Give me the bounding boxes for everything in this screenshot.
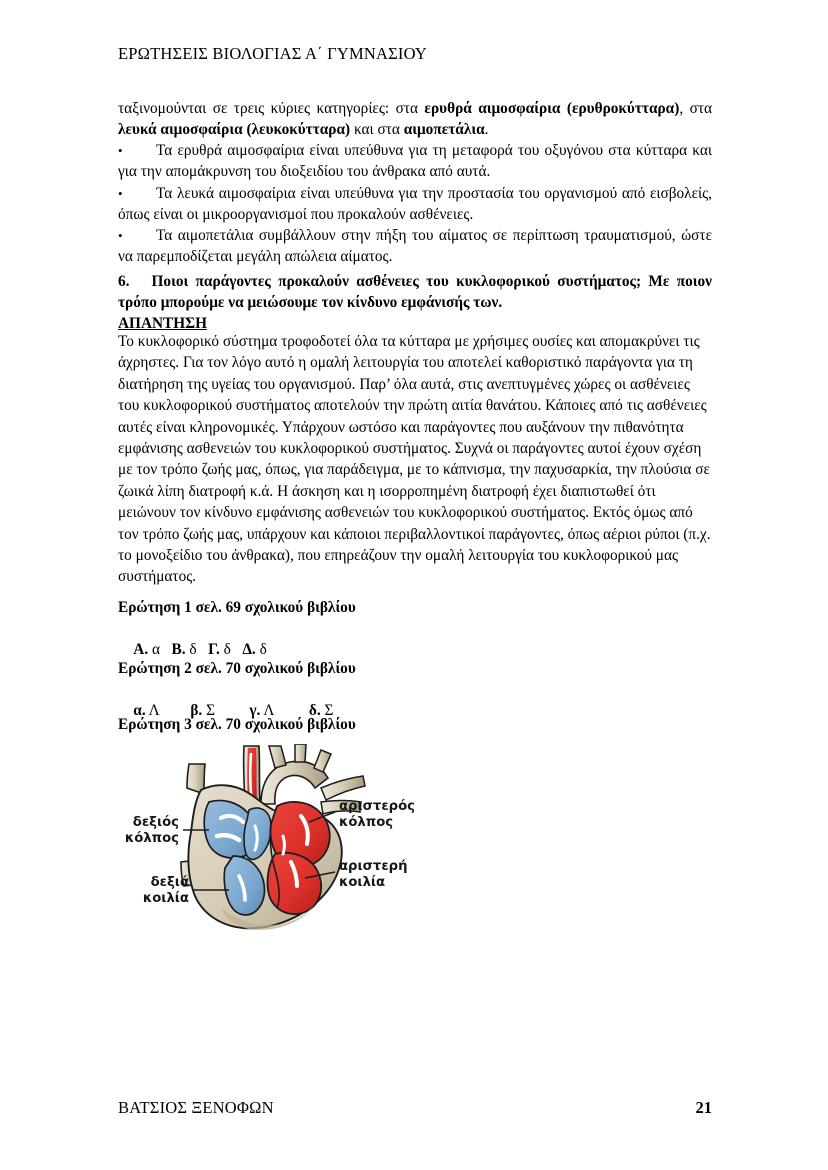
- label-left-atrium-line2: κόλπος: [339, 815, 394, 830]
- bullet-list: [118, 140, 712, 268]
- answer-paragraph: Το κυκλοφορικό σύστημα τροφοδοτεί όλα τα κύτταρα με χρήσιμες ουσίες και απομακρύνει τις άχρηστες. Για τον λόγο αυτό η ομαλή λειτουργία του αποτελεί καθοριστικό παράγοντα για τη διατήρηση της υγείας του οργανισμού. Παρ’ όλα αυτά, στις ανεπτυγμένες χώρες οι ασθένειες του κυκλοφορικού συστήματος αποτελούν την πρώτη αιτία θανάτου. Κάποιες από τις ασθένειες αυτές είναι κληρονομικές. Υπάρχουν ωστόσο και παράγοντες που αυξάνουν την πιθανότητα εμφάνισης ασθενειών του κυκλοφορικού συστήματος. Συχνά οι παράγοντες αυτοί έχουν σχέση με τον τρόπο ζωής μας, όπως, για παράδειγμα, με το κάπνισμα, την παχυσαρκία, την πλούσια σε ζωικά λίπη διατροφή κ.ά. Η άσκηση και η ισορροπημένη διατροφή έχει διαπιστωθεί ότι μειώνουν τον κίνδυνο εμφάνισης ασθενειών του κυκλοφορικού συστήματος. Εκτός όμως από τον τρόπο ζωής μας, υπάρχουν και κάποιοι περιβαλλοντικοί παράγοντες, όπως αέριοι ρύποι (π.χ. το μονοξείδιο του άνθρακα), που επηρεάζουν την ομαλή λειτουργία του κυκλοφορικού μας συστήματος.: [118, 333, 711, 586]
- answer-key: Β.: [171, 641, 186, 659]
- exercise-2-heading-wrap: [118, 658, 712, 679]
- vessel-highlight: [250, 754, 251, 794]
- intro-bold-3: αιμοπετάλια: [403, 121, 485, 139]
- answer-value: Σ: [324, 702, 334, 720]
- page-header: ΕΡΩΤΗΣΕΙΣ ΒΙΟΛΟΓΙΑΣ Α΄ ΓΥΜΝΑΣΙΟΥ: [118, 44, 428, 63]
- intro-bold-1: ερυθρά αιμοσφαίρια (ερυθροκύτταρα): [424, 100, 680, 117]
- carotid-vessel: [295, 744, 306, 762]
- bullet-icon: •: [118, 185, 123, 201]
- answer-value: δ: [189, 641, 197, 659]
- subclavian-vessel: [314, 750, 331, 772]
- question-text: Ποιοι παράγοντες προκαλούν ασθένειες του κυκλοφορικού συστήματος; Με ποιον τρόπο μπορούμε να μειώσουμε τον κίνδυνο εμφάνισής των.: [118, 273, 712, 312]
- answer-value: α: [152, 641, 161, 659]
- exercise-3-heading: Ερώτηση 3 σελ. 70 σχολικού βιβλίου: [118, 716, 356, 733]
- brachiocephalic-vessel: [269, 746, 286, 768]
- intro-text-2: , στα: [679, 100, 712, 117]
- label-right-atrium-line1: δεξιός: [132, 815, 179, 830]
- heart-anatomy-figure: [125, 744, 435, 936]
- list-item: [118, 183, 712, 226]
- answer-heading: ΑΠΑΝΤΗΣΗ: [118, 315, 208, 332]
- label-left-atrium-line1: αριστερός: [339, 799, 415, 814]
- footer-author: ΒΑΤΣΙΟΣ ΞΕΝΟΦΩΝ: [118, 1098, 274, 1117]
- bullet-icon: •: [118, 143, 123, 158]
- label-right-atrium-line2: κόλπος: [125, 831, 179, 846]
- label-right-ventricle-line2: κοιλία: [142, 891, 189, 906]
- exercise-2-heading: Ερώτηση 2 σελ. 70 σχολικού βιβλίου: [118, 660, 356, 677]
- exercise-1-heading: Ερώτηση 1 σελ. 69 σχολικού βιβλίου: [118, 599, 356, 616]
- list-item: [118, 140, 712, 183]
- answer-key: γ.: [249, 702, 261, 720]
- list-item-text: Τα ερυθρά αιμοσφαίρια είναι υπεύθυνα για τη μεταφορά του οξυγόνου στα κύτταρα και για την απομάκρυνση του διοξειδίου του άνθρακα από αυτά.: [118, 142, 712, 181]
- exercise-1-heading-wrap: [118, 597, 712, 618]
- list-item-text: Τα λευκά αιμοσφαίρια είναι υπεύθυνα για την προστασία του οργανισμού από εισβολείς, όπως είναι οι μικροοργανισμοί που προκαλούν ασθένειες.: [118, 184, 712, 223]
- intro-paragraph: [118, 98, 712, 141]
- answer-value: δ: [259, 641, 267, 659]
- answer-value: Λ: [148, 702, 160, 720]
- list-item: [118, 225, 712, 268]
- answer-key: β.: [190, 702, 203, 720]
- page-number: 21: [695, 1098, 712, 1117]
- label-left-ventricle-line2: κοιλία: [339, 875, 386, 890]
- answer-value: Λ: [263, 702, 275, 720]
- list-item-text: Τα αιμοπετάλια συμβάλλουν στην πήξη του αίματος σε περίπτωση τραυματισμού, ώστε να παρεμποδίζεται μεγάλη απώλεια αίματος.: [118, 227, 712, 266]
- chamber-highlight: [283, 836, 285, 854]
- intro-text-4: .: [484, 121, 489, 139]
- pulmonary-vein-upper: [321, 776, 365, 800]
- question-heading: [118, 271, 712, 314]
- exercise-3-heading-wrap: [118, 714, 712, 735]
- intro-text-1: ταξινομούνται σε τρεις κύριες κατηγορίες: στα: [118, 100, 425, 117]
- intro-bold-2: λευκά αιμοσφαίρια (λευκοκύτταρα): [118, 121, 351, 139]
- answer-key: δ.: [308, 702, 321, 720]
- intro-text-3: και στα: [350, 121, 404, 139]
- bullet-icon: •: [118, 228, 123, 244]
- answer-value: Σ: [206, 702, 215, 720]
- question-number: 6.: [118, 273, 130, 290]
- label-left-ventricle-line1: αριστερή: [339, 859, 408, 874]
- label-right-ventricle-line1: δεξιά: [150, 875, 189, 890]
- answer-value: δ: [223, 641, 231, 659]
- answer-key: α.: [133, 702, 146, 720]
- answer-key: Δ.: [242, 641, 256, 659]
- answer-key: Α.: [133, 641, 149, 659]
- answer-key: Γ.: [208, 641, 220, 659]
